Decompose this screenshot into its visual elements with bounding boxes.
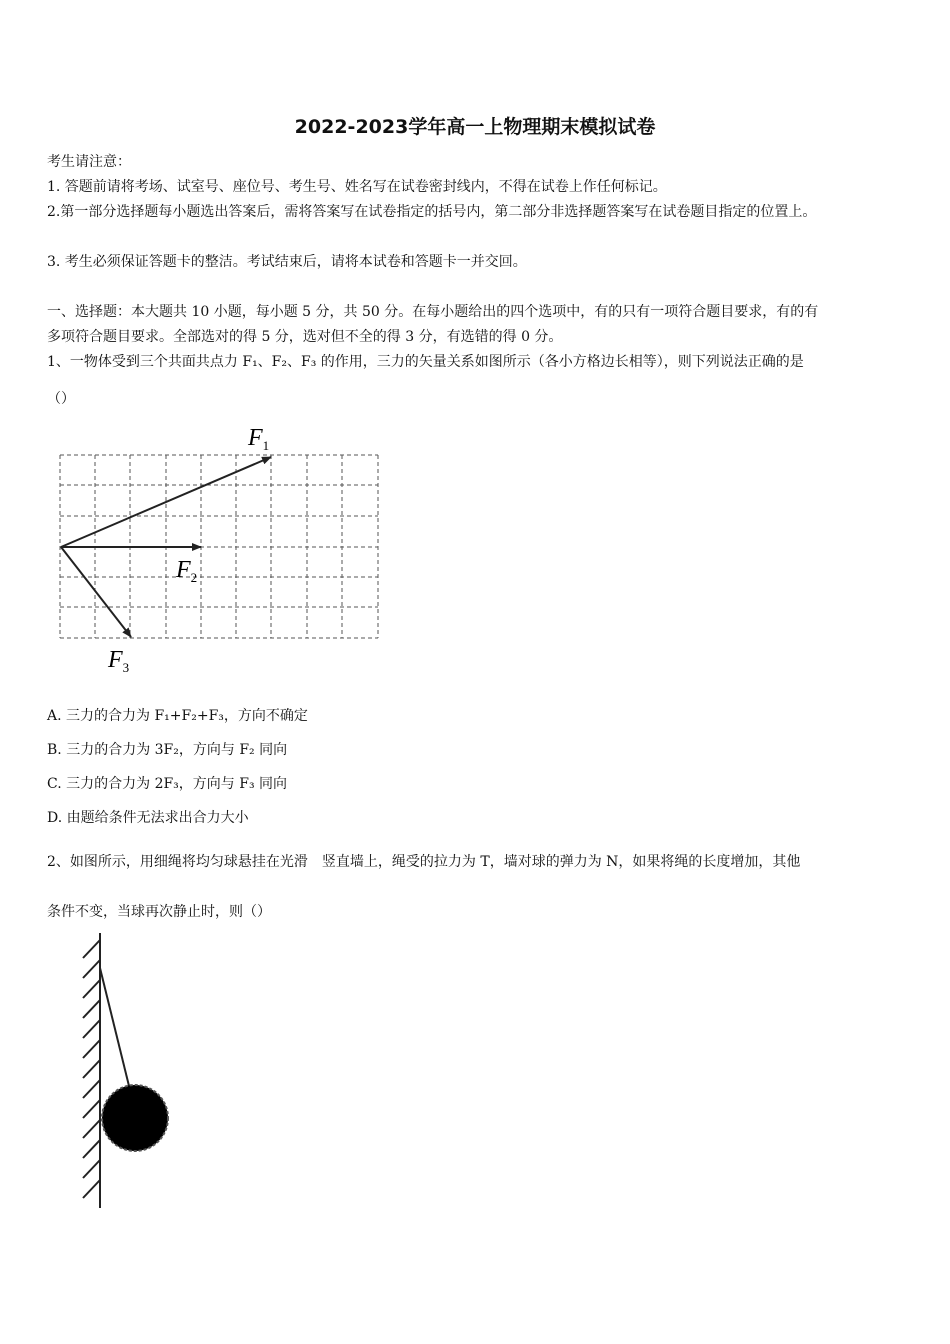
f2-label: $F_2$	[176, 557, 198, 585]
hanging-ball-diagram	[75, 928, 185, 1213]
notice-item-2: 2.第一部分选择题每小题选出答案后，需将答案写在试卷指定的括号内，第二部分非选择题答案写在试卷题目指定的位置上。	[47, 204, 817, 220]
f3-label: $F_3$	[108, 647, 130, 675]
question-1-paren: （）	[47, 391, 75, 407]
ball	[102, 1085, 168, 1151]
force-vector-diagram	[40, 415, 400, 685]
question-2-stem-line1: 2、如图所示，用细绳将均匀球悬挂在光滑 竖直墙上，绳受的拉力为 T，墙对球的弹力为 N，如果将绳的长度增加，其他	[47, 854, 801, 870]
f3-arrow	[61, 547, 131, 637]
notice-item-3: 3. 考生必须保证答题卡的整洁。考试结束后，请将本试卷和答题卡一并交回。	[47, 254, 527, 270]
section-intro-line2: 多项符合题目要求。全部选对的得 5 分，选对但不全的得 3 分，有选错的得 0 分。	[47, 329, 563, 345]
option-b: B. 三力的合力为 3F₂，方向与 F₂ 同向	[47, 742, 288, 758]
question-1-stem: 1、一物体受到三个共面共点力 F₁、F₂、F₃ 的作用，三力的矢量关系如图所示（各小方格边长相等），则下列说法正确的是	[47, 354, 804, 370]
option-a: A. 三力的合力为 F₁+F₂+F₃，方向不确定	[47, 708, 308, 724]
notice-header: 考生请注意：	[47, 154, 131, 170]
f1-label: $F_1$	[248, 425, 270, 453]
notice-item-1: 1. 答题前请将考场、试室号、座位号、考生号、姓名写在试卷密封线内，不得在试卷上作任何标记。	[47, 179, 667, 195]
option-d: D. 由题给条件无法求出合力大小	[47, 810, 249, 826]
page-title: 2022-2023学年高一上物理期末模拟试卷	[294, 116, 656, 138]
option-c: C. 三力的合力为 2F₃，方向与 F₃ 同向	[47, 776, 288, 792]
rope	[100, 968, 129, 1086]
question-2-stem-line2: 条件不变，当球再次静止时，则（）	[47, 904, 271, 920]
section-intro-line1: 一、选择题：本大题共 10 小题，每小题 5 分，共 50 分。在每小题给出的四个选项中，有的只有一项符合题目要求，有的有	[47, 304, 819, 320]
wall-hatching	[83, 933, 100, 1208]
